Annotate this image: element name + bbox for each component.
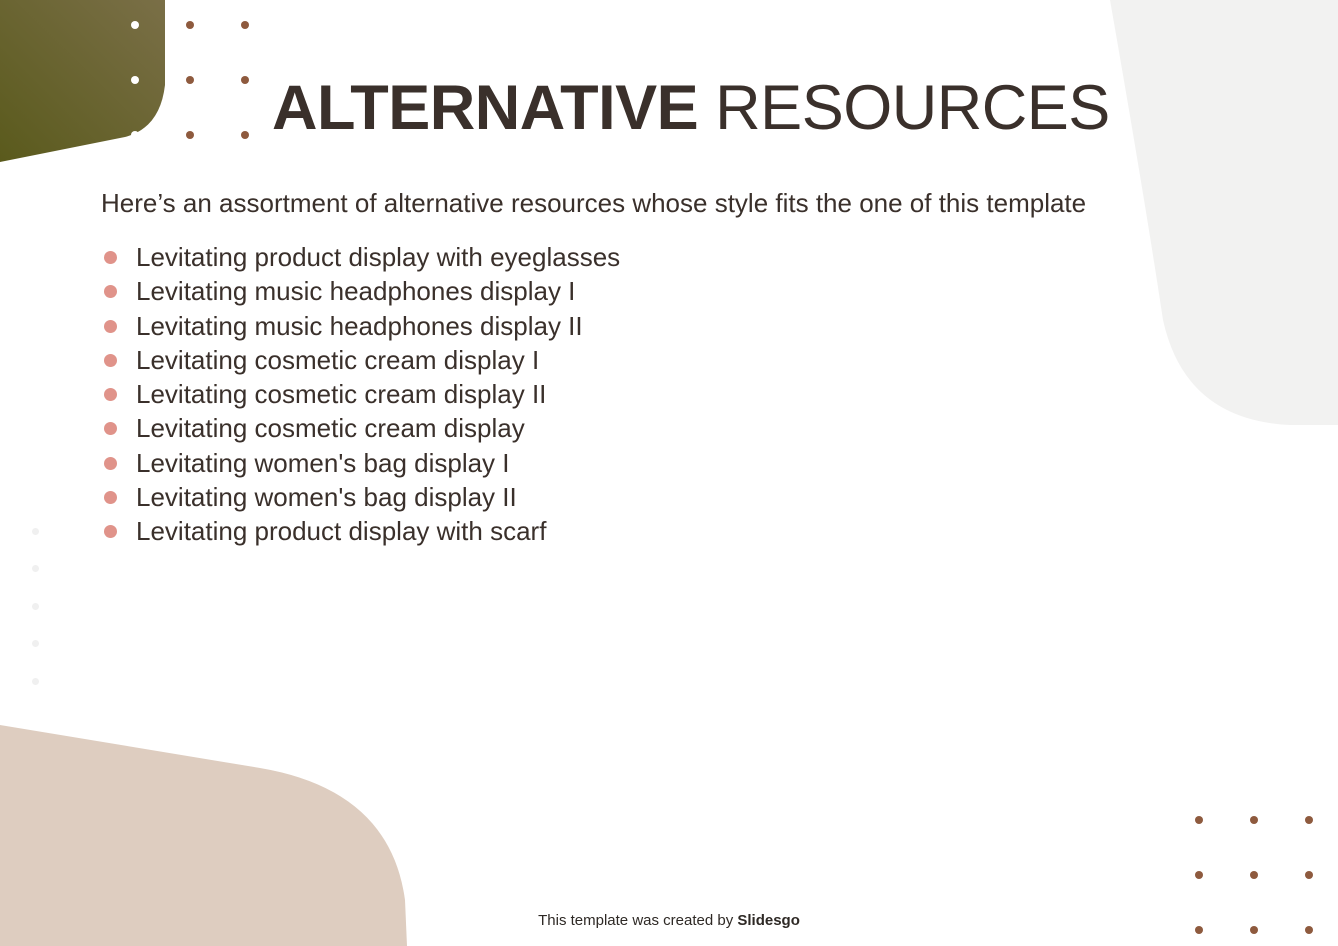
dot	[1195, 871, 1203, 879]
dot	[131, 76, 139, 84]
list-item	[101, 309, 620, 343]
page-title	[272, 70, 1110, 146]
bullet-dot-icon	[104, 285, 117, 298]
list-item-text: Levitating cosmetic cream display	[136, 413, 525, 444]
list-item-text: Levitating cosmetic cream display II	[136, 379, 547, 410]
dot	[131, 21, 139, 29]
list-item-text: Levitating cosmetic cream display I	[136, 344, 540, 375]
dot	[186, 131, 194, 139]
left-faint-dots	[0, 520, 50, 700]
list-item-text: Levitating product display with scarf	[136, 516, 547, 547]
list-item-text: Levitating women's bag display II	[136, 482, 517, 513]
dot	[241, 131, 249, 139]
list-item-text: Levitating music headphones display I	[136, 276, 576, 307]
title-light-part: RESOURCES	[715, 73, 1110, 143]
list-item	[101, 446, 620, 480]
list-item	[101, 343, 620, 377]
dot	[32, 528, 39, 535]
dot	[131, 131, 139, 139]
list-item	[101, 411, 620, 445]
list-item	[101, 480, 620, 514]
slidesgo-link[interactable]: Slidesgo	[737, 912, 800, 929]
list-item-text: Levitating music headphones display II	[136, 310, 583, 341]
dot	[1195, 816, 1203, 824]
footer-credit	[0, 911, 1338, 931]
bullet-dot-icon	[104, 354, 117, 367]
dot	[1250, 871, 1258, 879]
dot	[32, 640, 39, 647]
list-item	[101, 240, 620, 274]
bullet-dot-icon	[104, 525, 117, 538]
list-item-text: Levitating product display with eyeglasses	[136, 242, 621, 272]
subtitle: Here’s an assortment of alternative resources whose style fits the one of this template	[101, 188, 1087, 218]
dot	[241, 76, 249, 84]
dot	[1305, 871, 1313, 879]
list-item-text: Levitating women's bag display I	[136, 447, 510, 478]
dot	[32, 678, 39, 685]
list-item	[101, 514, 620, 548]
dot	[1305, 816, 1313, 824]
dot	[186, 76, 194, 84]
dot	[32, 565, 39, 572]
resource-list	[101, 240, 620, 549]
list-item	[101, 377, 620, 411]
list-item	[101, 274, 620, 308]
footer-prefix: This template was created by	[538, 912, 734, 929]
bullet-dot-icon	[104, 422, 117, 435]
bullet-dot-icon	[104, 388, 117, 401]
bullet-dot-icon	[104, 320, 117, 333]
bullet-dot-icon	[104, 491, 117, 504]
title-bold-part: ALTERNATIVE	[272, 73, 699, 143]
top-left-dot-grid	[0, 0, 260, 150]
dot	[32, 603, 39, 610]
bullet-dot-icon	[104, 251, 117, 264]
dot	[241, 21, 249, 29]
dot	[1250, 816, 1258, 824]
bullet-dot-icon	[104, 457, 117, 470]
dot	[186, 21, 194, 29]
